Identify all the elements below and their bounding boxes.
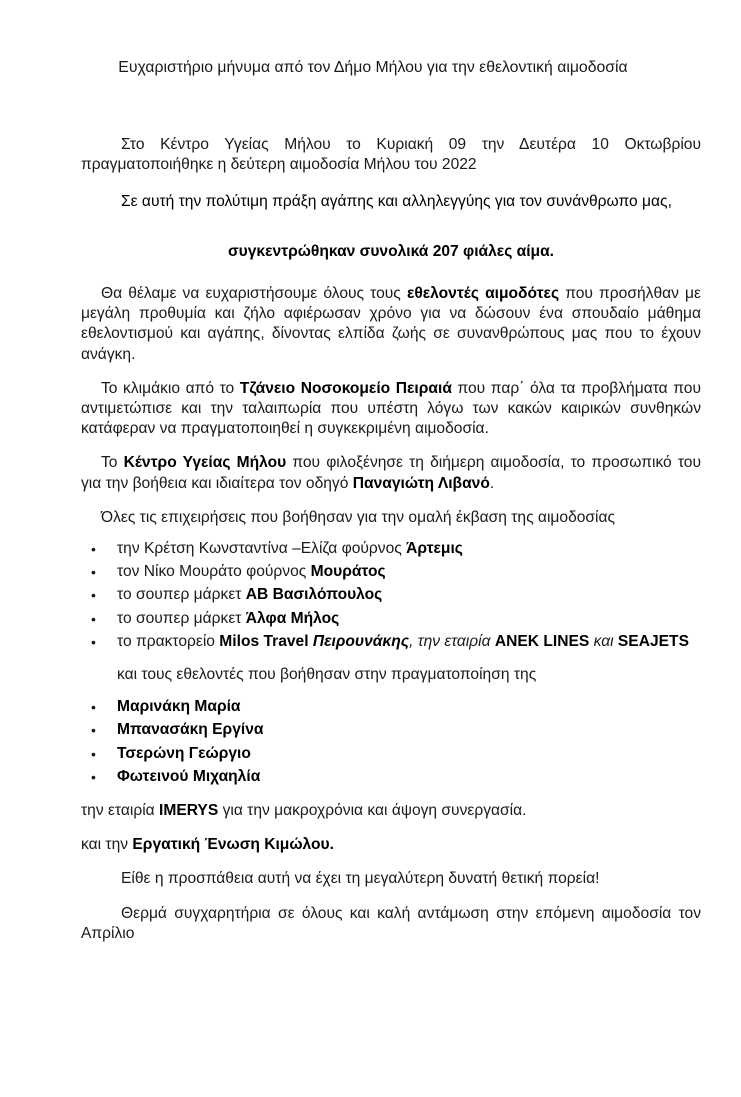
text-run: το σουπερ μάρκετ xyxy=(117,586,246,604)
volunteer-name: Μπανασάκη Εργίνα xyxy=(117,721,264,739)
text-run: την Κρέτση Κωνσταντίνα –Ελίζα φούρνος xyxy=(117,540,407,558)
driver-name-bold: Παναγιώτη Λιβανό xyxy=(352,474,490,492)
bullet-icon: • xyxy=(91,633,96,650)
bullet-icon: • xyxy=(91,610,96,627)
company-anek-bold: ANEK LINES xyxy=(494,632,590,650)
text-run: την εταιρία xyxy=(81,802,160,820)
hospital-team-paragraph xyxy=(81,379,701,440)
text-run-italic: , την εταιρία xyxy=(409,632,495,650)
volunteer-name: Φωτεινού Μιχαηλία xyxy=(117,767,261,785)
list-item xyxy=(81,720,701,740)
bullet-icon: • xyxy=(91,564,96,581)
health-center-bold: Κέντρο Υγείας Μήλου xyxy=(123,454,287,472)
agency-name-bold: Milos Travel xyxy=(219,632,313,650)
agency-owner-bold-italic: Πειρουνάκης xyxy=(312,632,410,650)
workers-union-paragraph xyxy=(81,835,701,855)
health-center-paragraph xyxy=(81,453,701,493)
volunteer-donors-bold: εθελοντές αιμοδότες xyxy=(406,285,560,303)
businesses-intro: Όλες τις επιχειρήσεις που βοήθησαν για την ομαλή έκβαση της αιμοδοσίας xyxy=(101,508,616,526)
volunteer-name: Μαρινάκη Μαρία xyxy=(117,698,241,716)
business-name-bold: ΑΒ Βασιλόπουλος xyxy=(245,586,383,604)
intro-paragraph: Στο Κέντρο Υγείας Μήλου το Κυριακή 09 την Δευτέρα 10 Οκτωβρίου πραγματοποιήθηκε η δεύτερη αιμοδοσία Μήλου του 2022 xyxy=(81,136,701,174)
text-run-italic: και xyxy=(589,632,618,650)
volunteers-intro: και τους εθελοντές που βοήθησαν στην πραγματοποίηση της xyxy=(117,666,537,684)
text-run: και την xyxy=(81,836,133,854)
text-run: που παρ΄ όλα τα προβλήματα που αντιμετώπισε και την ταλαιπωρία που υπέστη λόγω των κακών καιρικών συνθηκών κατάφεραν να πραγματοποιηθεί η συγκεκριμένη αιμοδοσία. xyxy=(81,379,701,438)
list-item xyxy=(81,744,701,764)
imerys-paragraph xyxy=(81,801,701,821)
text-run: Το xyxy=(101,454,124,472)
volunteers-list xyxy=(81,697,701,787)
list-item xyxy=(81,539,701,559)
workers-union-bold: Εργατική Ένωση Κιμώλου. xyxy=(132,836,334,854)
list-item xyxy=(81,585,701,605)
bullet-icon: • xyxy=(91,541,96,558)
congratulations-paragraph: Θερμά συγχαρητήρια σε όλους και καλή αντάμωση στην επόμενη αιμοδοσία τον Απρίλιο xyxy=(81,904,701,942)
bullet-icon: • xyxy=(91,768,96,785)
text-run: το πρακτορείο xyxy=(117,632,220,650)
act-of-love-paragraph: Σε αυτή την πολύτιμη πράξη αγάπης και αλληλεγγύης για τον συνάνθρωπο μας, xyxy=(121,192,672,210)
list-item xyxy=(81,767,701,787)
blood-total-text: συγκεντρώθηκαν συνολικά 207 φιάλες αίμα. xyxy=(227,242,555,260)
list-item xyxy=(81,562,701,582)
thanks-donors-paragraph xyxy=(81,284,701,365)
list-item xyxy=(81,697,701,717)
list-item xyxy=(81,632,701,652)
bullet-icon: • xyxy=(91,699,96,716)
bullet-icon: • xyxy=(91,587,96,604)
list-item xyxy=(81,609,701,629)
text-run: για την μακροχρόνια και άψογη συνεργασία. xyxy=(218,802,527,820)
text-run: Το κλιμάκιο από το xyxy=(101,379,240,397)
businesses-list xyxy=(81,539,701,652)
text-run: . xyxy=(489,474,495,492)
imerys-bold: IMERYS xyxy=(159,802,219,820)
business-name-bold: Άλφα Μήλος xyxy=(245,609,340,627)
blood-total-highlight xyxy=(81,242,701,262)
business-name-bold: Άρτεμις xyxy=(406,540,463,558)
volunteer-name: Τσερώνη Γεώργιο xyxy=(117,744,251,762)
text-run: αφιέρωσαν χρόνο για να δώσουν ένα σπουδαίο μάθημα εθελοντισμού και αγάπης, δίνοντας ελπίδα ζωής σε συνανθρώπους μας που το έχουν ανάγκη. xyxy=(81,305,701,363)
text-run: Θα θέλαμε να ευχαριστήσουμε όλους τους xyxy=(101,285,407,303)
business-name-bold: Μουράτος xyxy=(310,563,386,581)
bullet-icon: • xyxy=(91,745,96,762)
document-title: Ευχαριστήριο μήνυμα από τον Δήμο Μήλου για την εθελοντική αιμοδοσία xyxy=(118,59,628,76)
wish-paragraph: Είθε η προσπάθεια αυτή να έχει τη μεγαλύτερη δυνατή θετική πορεία! xyxy=(121,870,600,888)
company-seajets-bold: SEAJETS xyxy=(617,632,689,650)
text-run: που φιλοξένησε τη διήμερη αιμοδοσία, το προσωπικό του για την βοήθεια και ιδιαίτερα τον οδηγό xyxy=(81,454,701,492)
text-run: το σουπερ μάρκετ xyxy=(117,609,246,627)
hospital-name-bold: Τζάνειο Νοσοκομείο Πειραιά xyxy=(239,379,452,397)
text-run: που προσήλθαν με μεγάλη προθυμία και ζήλο xyxy=(81,285,701,323)
text-run: τον Νίκο Μουράτο φούρνος xyxy=(117,563,311,581)
bullet-icon: • xyxy=(91,722,96,739)
